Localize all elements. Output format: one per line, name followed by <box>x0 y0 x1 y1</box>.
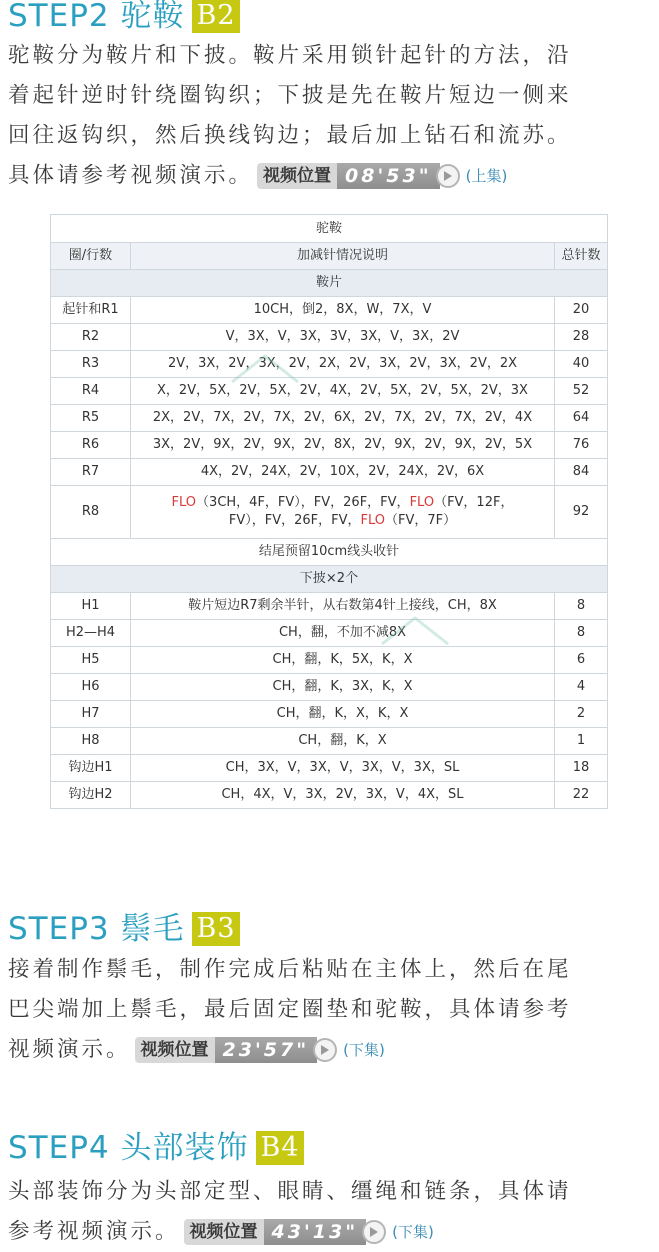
row-total: 22 <box>555 782 608 809</box>
step2-title <box>8 0 240 36</box>
step3-code-badge: B3 <box>192 912 239 946</box>
step2-line-3: 回往返钩织，然后换线钩边；最后加上钻石和流苏。 <box>8 123 572 148</box>
row-label: 起针和R1 <box>51 297 131 324</box>
step3-title <box>8 909 240 949</box>
row-total: 1 <box>555 728 608 755</box>
row-instructions: CH，翻，K，5X，K，X <box>131 647 555 674</box>
row-label: 钩边H2 <box>51 782 131 809</box>
step2-label: STEP2 驼鞍 <box>8 0 185 34</box>
row-instructions: CH，翻，不加不减8X <box>131 620 555 647</box>
instruction-line <box>135 494 550 512</box>
row-instructions: CH，翻，K，3X，K，X <box>131 674 555 701</box>
row-label: R2 <box>51 324 131 351</box>
table-header-cell: 加减针情况说明 <box>131 243 555 270</box>
table-row <box>51 405 608 432</box>
table-row <box>51 620 608 647</box>
row-instructions: 10CH，倒2，8X，W，7X，V <box>131 297 555 324</box>
row-total: 92 <box>555 486 608 539</box>
row-total: 18 <box>555 755 608 782</box>
table-title-cell: 驼鞍 <box>51 215 608 243</box>
step4-title <box>8 1128 304 1168</box>
flo-marker: FLO <box>171 495 197 510</box>
row-total: 52 <box>555 378 608 405</box>
row-total: 8 <box>555 620 608 647</box>
step4-code-badge: B4 <box>256 1131 303 1165</box>
table-row <box>51 432 608 459</box>
table-row <box>51 593 608 620</box>
step2-last-line: 具体请参考视频演示。 <box>8 163 254 188</box>
flo-marker: FLO <box>360 513 385 528</box>
row-label: R5 <box>51 405 131 432</box>
step2-line-2: 着起针逆时针绕圈钩织；下披是先在鞍片短边一侧来 <box>8 83 572 108</box>
table-row <box>51 486 608 539</box>
row-label: R4 <box>51 378 131 405</box>
table-row <box>51 647 608 674</box>
row-label: H2—H4 <box>51 620 131 647</box>
row-total: 40 <box>555 351 608 378</box>
table-row <box>51 324 608 351</box>
row-label: H6 <box>51 674 131 701</box>
instruction-segment: FV），FV，26F，FV， <box>228 513 361 528</box>
table-row <box>51 351 608 378</box>
play-icon[interactable] <box>436 164 460 188</box>
saddle-pattern-table <box>50 214 608 809</box>
table-row <box>51 378 608 405</box>
table-header-cell: 总针数 <box>555 243 608 270</box>
step2-code-badge: B2 <box>192 0 239 33</box>
row-label: H5 <box>51 647 131 674</box>
row-total: 20 <box>555 297 608 324</box>
row-instructions: 4X，2V，24X，2V，10X，2V，24X，2V，6X <box>131 459 555 486</box>
table-row <box>51 728 608 755</box>
step4-label: STEP4 头部装饰 <box>8 1130 249 1166</box>
row-label: R6 <box>51 432 131 459</box>
step4-line-2 <box>8 1212 653 1252</box>
table-row <box>51 459 608 486</box>
video-position-label: 视频位置 <box>257 163 337 189</box>
step3-paragraph <box>8 950 653 1070</box>
step4-last-line: 参考视频演示。 <box>8 1219 180 1244</box>
row-instructions: V，3X，V，3X，3V，3X，V，3X，2V <box>131 324 555 351</box>
video-episode-tag: (下集) <box>343 1041 385 1059</box>
section-header-cell: 鞍片 <box>51 270 608 297</box>
video-episode-tag: (上集) <box>465 167 508 185</box>
row-label: R7 <box>51 459 131 486</box>
row-instructions: CH，4X，V，3X，2V，3X，V，4X，SL <box>131 782 555 809</box>
row-label: R8 <box>51 486 131 539</box>
table-row <box>51 674 608 701</box>
row-instructions: 2V，3X，2V，3X，2V，2X，2V，3X，2V，3X，2V，2X <box>131 351 555 378</box>
instruction-segment: （FV，12F， <box>434 495 514 510</box>
finish-note <box>51 539 608 566</box>
row-total: 84 <box>555 459 608 486</box>
row-instructions <box>131 486 555 539</box>
step2-line-4 <box>8 156 653 196</box>
row-instructions: X，2V，5X，2V，5X，2V，4X，2V，5X，2V，5X，2V，3X <box>131 378 555 405</box>
step3-line-1: 接着制作鬃毛，制作完成后粘贴在主体上，然后在尾 <box>8 957 572 982</box>
row-instructions: 2X，2V，7X，2V，7X，2V，6X，2V，7X，2V，7X，2V，4X <box>131 405 555 432</box>
video-episode-tag: (下集) <box>392 1223 434 1241</box>
table-row <box>51 297 608 324</box>
row-total: 2 <box>555 701 608 728</box>
step4-video-badge[interactable] <box>184 1219 434 1245</box>
row-total: 64 <box>555 405 608 432</box>
video-time: 08'53" <box>337 163 440 189</box>
row-total: 6 <box>555 647 608 674</box>
table-title <box>51 215 608 243</box>
section-header <box>51 270 608 297</box>
step3-label: STEP3 鬃毛 <box>8 911 185 947</box>
play-icon[interactable] <box>313 1038 337 1062</box>
video-position-label: 视频位置 <box>135 1037 215 1063</box>
step3-line-3 <box>8 1030 653 1070</box>
flo-marker: FLO <box>409 495 435 510</box>
table-row <box>51 701 608 728</box>
table-row <box>51 782 608 809</box>
table-header-row <box>51 243 608 270</box>
step2-video-badge[interactable] <box>257 163 507 189</box>
step2-paragraph <box>8 36 653 196</box>
video-time: 43'13" <box>264 1219 367 1245</box>
step4-line-1: 头部装饰分为头部定型、眼睛、缰绳和链条，具体请 <box>8 1179 572 1204</box>
step3-video-badge[interactable] <box>135 1037 385 1063</box>
section-header-cell: 下披×2个 <box>51 566 608 593</box>
step3-line-2: 巴尖端加上鬃毛，最后固定圈垫和驼鞍，具体请参考 <box>8 997 572 1022</box>
row-total: 8 <box>555 593 608 620</box>
instruction-line <box>135 512 550 530</box>
row-label: H8 <box>51 728 131 755</box>
video-time: 23'57" <box>215 1037 318 1063</box>
row-instructions: CH，3X，V，3X，V，3X，V，3X，SL <box>131 755 555 782</box>
row-instructions: CH，翻，K，X，K，X <box>131 701 555 728</box>
row-total: 76 <box>555 432 608 459</box>
section-header <box>51 566 608 593</box>
play-icon[interactable] <box>362 1220 386 1244</box>
row-label: H7 <box>51 701 131 728</box>
step3-last-line: 视频演示。 <box>8 1037 131 1062</box>
instruction-segment: （FV，7F） <box>385 513 457 528</box>
table-header-cell: 圈/行数 <box>51 243 131 270</box>
instruction-segment: （3CH，4F，FV），FV，26F，FV， <box>196 495 410 510</box>
row-instructions: 鞍片短边R7剩余半针，从右数第4针上接线，CH，8X <box>131 593 555 620</box>
table-row <box>51 755 608 782</box>
row-label: H1 <box>51 593 131 620</box>
step4-paragraph <box>8 1172 653 1252</box>
video-position-label: 视频位置 <box>184 1219 264 1245</box>
row-instructions: 3X，2V，9X，2V，9X，2V，8X，2V，9X，2V，9X，2V，5X <box>131 432 555 459</box>
row-label: 钩边H1 <box>51 755 131 782</box>
finish-note-cell: 结尾预留10cm线头收针 <box>51 539 608 566</box>
row-total: 28 <box>555 324 608 351</box>
step2-line-1: 驼鞍分为鞍片和下披。鞍片采用锁针起针的方法，沿 <box>8 43 572 68</box>
row-instructions: CH，翻，K，X <box>131 728 555 755</box>
row-label: R3 <box>51 351 131 378</box>
row-total: 4 <box>555 674 608 701</box>
